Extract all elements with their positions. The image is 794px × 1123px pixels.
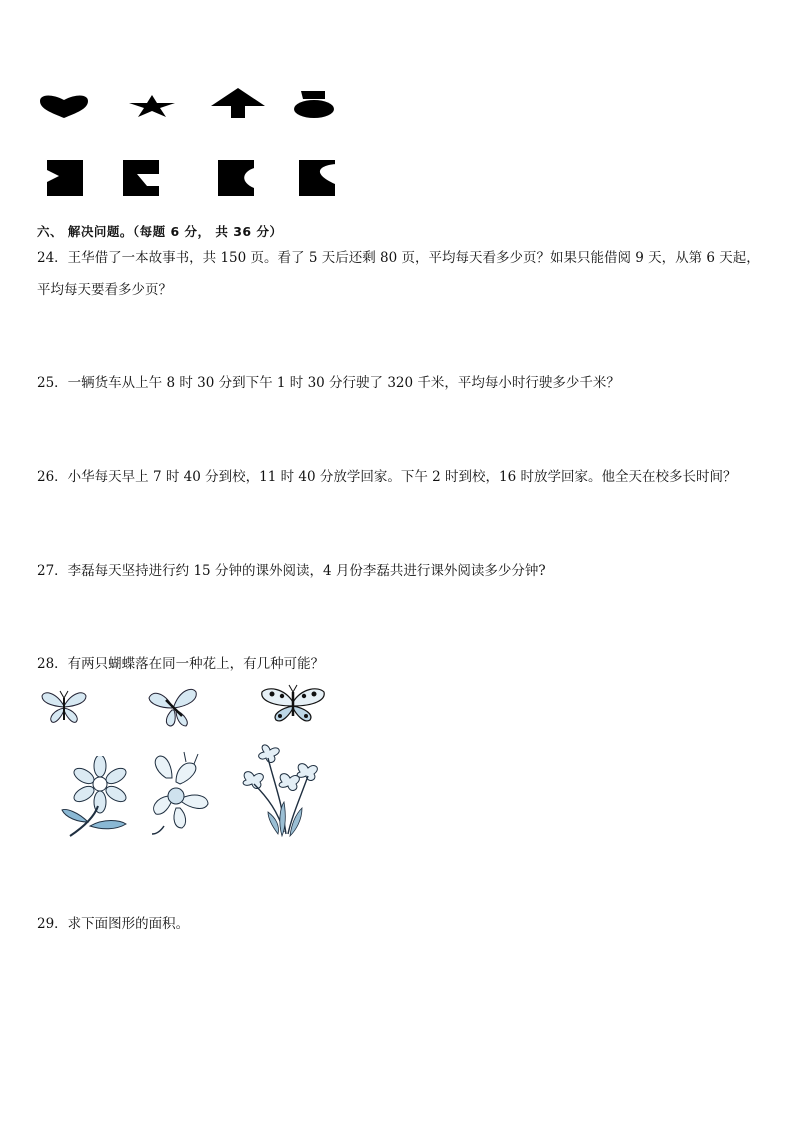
butterfly-icon: [146, 686, 200, 728]
lily-icon: [146, 748, 216, 838]
butterfly-icon: [258, 684, 328, 724]
flower-lily: [146, 748, 216, 838]
butterfly-2: [146, 686, 200, 728]
flower-orchid: [238, 742, 328, 840]
question-28: 28．有两只蝴蝶落在同一种花上，有几种可能？: [37, 656, 325, 672]
notched-square-1: [47, 160, 83, 196]
question-25: 25．一辆货车从上午 8 时 30 分到下午 1 时 30 分行驶了 320 千米，平均每小时行驶多少千米？: [37, 375, 620, 391]
figure-eight-icon: [293, 91, 335, 119]
question-24-line2: 平均每天要看多少页？: [37, 282, 172, 298]
notched-square-2: [123, 160, 159, 196]
arrow-figure: [211, 88, 265, 118]
section-heading: 六、 解决问题。（每题 6 分， 共 36 分）: [37, 224, 283, 239]
flower-daisy: [60, 756, 130, 838]
butterfly-1: [40, 688, 88, 726]
question-26: 26．小华每天早上 7 时 40 分到校，11 时 40 分放学回家。下午 2 时到校，16 时放学回家。他全天在校多长时间？: [37, 469, 737, 485]
question-27: 27．李磊每天坚持进行约 15 分钟的课外阅读，4 月份李磊共进行课外阅读多少分钟?: [37, 563, 546, 579]
arrow-up-icon: [211, 88, 265, 118]
heart-figure: [38, 93, 90, 119]
orchid-icon: [238, 742, 328, 840]
star-icon: [128, 94, 176, 118]
daisy-icon: [60, 756, 130, 838]
heart-icon: [38, 93, 90, 119]
butterfly-3: [258, 684, 328, 724]
question-24-line1: 24．王华借了一本故事书，共 150 页。看了 5 天后还剩 80 页，平均每天看多少页？如果只能借阅 9 天，从第 6 天起，: [37, 250, 760, 266]
eight-figure: [293, 91, 335, 119]
question-29: 29．求下面图形的面积。: [37, 916, 190, 932]
butterfly-icon: [40, 688, 88, 726]
star-figure: [128, 94, 176, 118]
notched-square-4: [299, 160, 335, 196]
notched-square-3: [218, 160, 254, 196]
